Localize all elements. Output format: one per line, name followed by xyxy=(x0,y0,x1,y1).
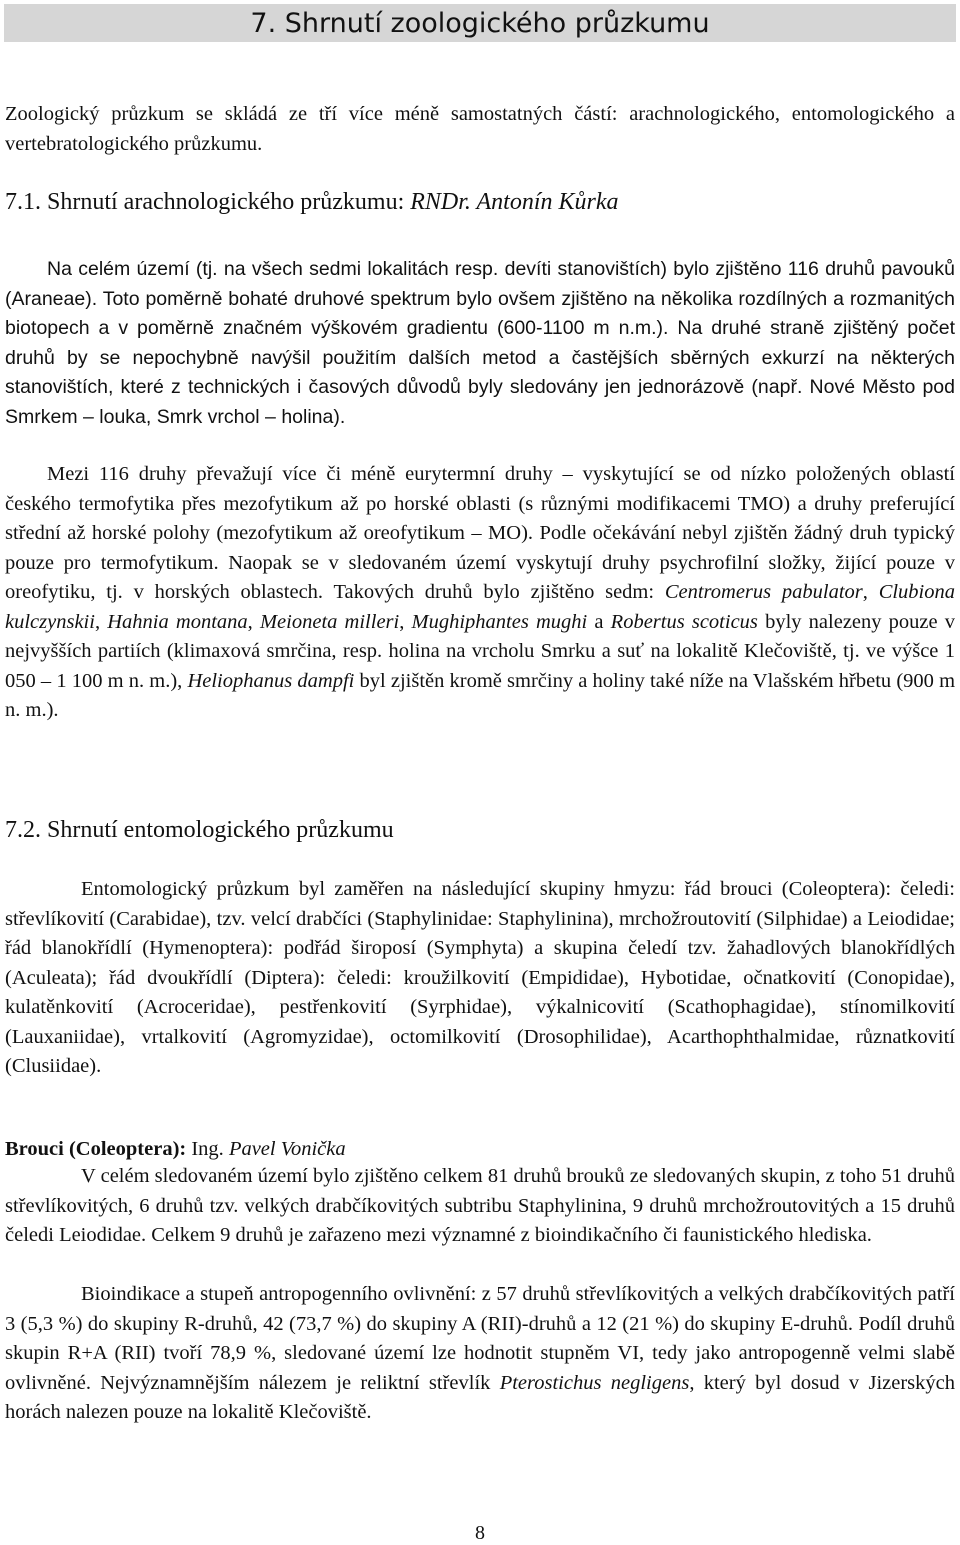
section-71-heading xyxy=(5,187,619,217)
arachno-p1-sans: Na celém území (tj. na všech sedmi lokalitách resp. devíti stanovištích) bylo zjištěno 116 druhů pavouků (Araneae). xyxy=(5,258,955,310)
species-name: Mughiphantes mughi xyxy=(411,610,588,633)
section-71-author: RNDr. Antonín Kůrka xyxy=(410,189,619,215)
brouci-paragraph-1: V celém sledovaném území bylo zjištěno celkem 81 druhů brouků ze sledovaných skupin, z toho 51 druhů střevlíkovitých, 6 druhů tzv. velkých drabčíkovitých subtribu Staphylinina, 9 druhů mrchožroutovitých a 15 druhů čeledi Leiodidae. Celkem 9 druhů je zařazeno mezi významné z bioindikačního či faunistického hlediska. xyxy=(5,1165,955,1246)
separator: a xyxy=(587,610,611,633)
species-name: Clubiona kulczynskii xyxy=(5,581,956,633)
page-number: 8 xyxy=(475,1522,485,1544)
arachno-p2-text: Mezi 116 druhy převažují více či méně eurytermní druhy – vyskytující se od nízko položených oblastí českého termofytika přes mezofytikum až po horské oblasti (s různými modifikacemi TMO) a druhy preferující střední až horské polohy (mezofytikum až oreofytikum – MO). Podle očekávání nebyl zjištěn žádný druh typický pouze pro termofytikum. Naopak se v sledovaném území vyskytují druhy psychrofilní složky, žijící pouze v oreofytiku, tj. v horských oblastech. Takových druhů bylo zjištěno sedm: xyxy=(5,463,955,603)
species-name: Pterostichus negligens xyxy=(499,1371,690,1394)
page-title: 7. Shrnutí zoologického průzkumu xyxy=(4,4,956,42)
intro-paragraph: Zoologický průzkum se skládá ze tří více méně samostatných částí: arachnologického, entomologického a vertebratologického průzkumu. xyxy=(5,103,955,155)
species-name: Meioneta milleri xyxy=(259,610,400,633)
species-name: Robertus scoticus xyxy=(610,610,758,633)
arachno-p2-text: byl zjištěn kromě smrčiny a holiny také níže na Vlašském hřbetu (900 m n. m.). xyxy=(5,669,956,721)
brouci-author-prefix: Ing. xyxy=(191,1138,229,1160)
separator: , xyxy=(94,610,108,633)
separator: , xyxy=(399,610,412,633)
brouci-heading xyxy=(5,1135,955,1165)
species-name: Heliophanus dampfi xyxy=(187,669,355,692)
separator: , xyxy=(862,581,879,603)
section-71-heading-text: 7.1. Shrnutí arachnologického průzkumu: xyxy=(5,189,411,215)
arachno-paragraph-2 xyxy=(5,460,955,726)
brouci-author-name: Pavel Vonička xyxy=(228,1138,346,1160)
brouci-paragraph-2 xyxy=(5,1280,955,1428)
separator: , xyxy=(247,610,260,633)
brouci-p2-text: , který byl dosud v Jizerských horách nalezen pouze na lokalitě Klečoviště. xyxy=(5,1371,956,1423)
brouci-p2-text: Bioindikace a stupeň antropogenního ovlivnění: z 57 druhů střevlíkovitých a velkých drabčíkovitých patří 3 (5,3 %) do skupiny R-druhů, 42 (73,7 %) do skupiny A (RII)-druhů a 12 (21 %) do skupiny E-druhů. Podíl druhů skupin R+A (RII) tvoří 78,9 %, sledované území lze hodnotit stupněm VI, tedy jako antropogenně velmi slabě ovlivněné. Nejvýznamnějším nálezem je reliktní střevlík xyxy=(5,1283,955,1394)
entomo-paragraph: Entomologický průzkum byl zaměřen na následující skupiny hmyzu: řád brouci (Coleoptera): čeledi: střevlíkovití (Carabidae), tzv. velcí drabčíci (Staphylinidae: Staphylinina), mrchožroutovití (Silphidae) a Leiodidae; řád blanokřídlí (Hymenoptera): podřád široposí (Symphyta) a skupina čeledí tzv. žahadlových blanokřídlých (Aculeata); řád dvoukřídlí (Diptera): čeledi: kroužilkovití (Empididae), Hybotidae, očnatkovití (Conopidae), kulatěnkovití (Acroceridae), pestřenkovití (Syrphidae), výkalnicovití (Scathophagidae), stínomilkovití (Lauxaniidae), vrtalkovití (Agromyzidae), octomilkovití (Drosophilidae), Acarthophthalmidae, různatkovití (Clusiidae). xyxy=(5,878,955,1077)
species-name: Centromerus pabulator xyxy=(664,581,863,603)
arachno-p2-text: byly nalezeny pouze v nejvyšších partiích (klimaxová smrčina, resp. holina na vrcholu Smrku a suť na lokalitě Klečoviště, tj. ve výšce 1 050 – 1 100 m n. m.), xyxy=(5,610,956,692)
brouci-heading-label: Brouci (Coleoptera): xyxy=(5,1138,192,1160)
arachno-p1-body: Toto poměrně bohaté druhové spektrum bylo ovšem zjištěno na několika rozdílných a rozmanitých biotopech a v poměrně značném výškovém gradientu (600-1100 m n.m.). Na druhé straně zjištěný počet druhů by se nepochybně navýšil použitím dalších metod a častějších sběrných exkurzí na některých stanovištích, které z technických i časových důvodů byly sledovány jen jednorázově (např. Nové Město pod Smrkem – louka, Smrk vrchol – holina). xyxy=(5,287,955,428)
species-name: Hahnia montana xyxy=(107,610,248,633)
arachno-paragraph-1 xyxy=(5,255,955,432)
section-72-heading: 7.2. Shrnutí entomologického průzkumu xyxy=(5,817,394,843)
